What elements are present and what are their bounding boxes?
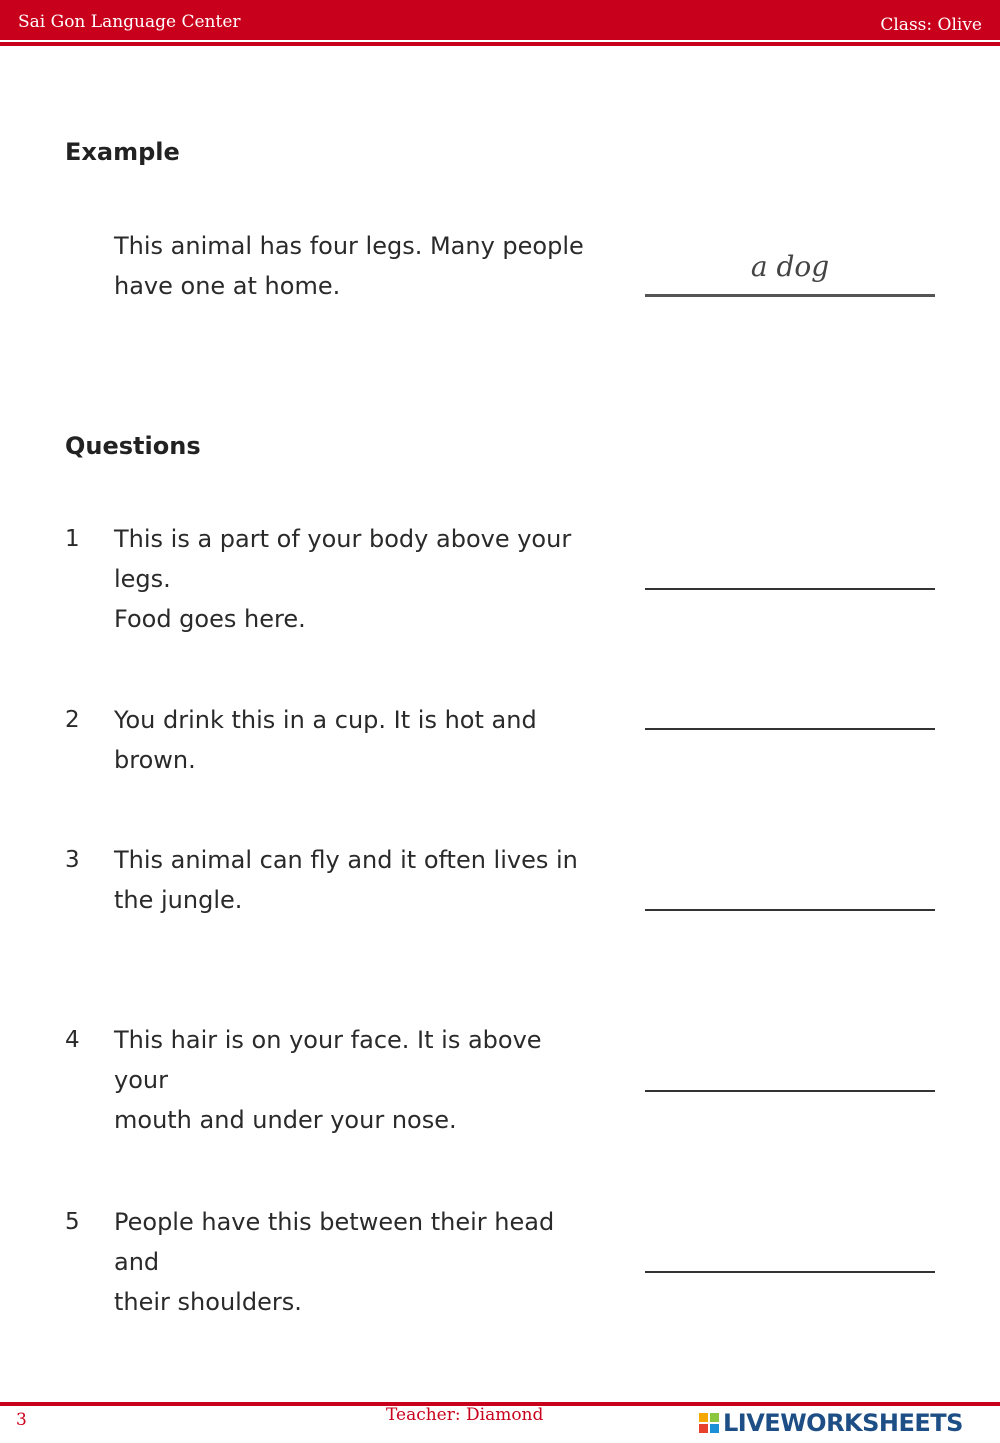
page-number: 3 [16,1410,27,1430]
answer-line-4[interactable] [645,1090,935,1092]
question-1-line1: This is a part of your body above your legs. [114,525,572,593]
example-text-line1: This animal has four legs. Many people [114,232,584,260]
question-5-line2: their shoulders. [114,1288,302,1316]
question-number-5: 5 [65,1209,80,1235]
page-header [0,0,1000,40]
question-text-1 [114,519,594,639]
block-1 [698,1412,709,1423]
question-number-2: 2 [65,707,80,733]
answer-line-5[interactable] [645,1271,935,1273]
center-name: Sai Gon Language Center [18,12,241,32]
question-4-line2: mouth and under your nose. [114,1106,457,1134]
liveworksheets-logo[interactable] [698,1408,963,1438]
question-text-2 [114,700,594,780]
liveworksheets-blocks-icon [698,1412,720,1434]
question-text-3 [114,840,594,920]
header-rule [0,42,1000,46]
example-text-line2: have one at home. [114,272,341,300]
example-text [114,226,594,306]
answer-line-2[interactable] [645,728,935,730]
answer-line-1[interactable] [645,588,935,590]
example-title: Example [65,138,180,166]
question-number-3: 3 [65,847,80,873]
question-number-1: 1 [65,526,80,552]
answer-line-3[interactable] [645,909,935,911]
block-4 [709,1423,720,1434]
class-label: Class: Olive [880,15,982,35]
question-5-line1: People have this between their head and [114,1208,555,1276]
question-text-5 [114,1202,594,1322]
question-3-line2: the jungle. [114,886,243,914]
example-answer-line [645,294,935,297]
block-3 [698,1423,709,1434]
questions-title: Questions [65,432,201,460]
question-1-line2: Food goes here. [114,605,306,633]
question-2-line1: You drink this in a cup. It is hot and brown. [114,706,537,774]
question-4-line1: This hair is on your face. It is above your [114,1026,542,1094]
teacher-name: Teacher: Diamond [386,1405,544,1425]
brand-text: LIVEWORKSHEETS [723,1409,963,1437]
question-number-4: 4 [65,1027,80,1053]
question-3-line1: This animal can fly and it often lives in [114,846,578,874]
question-text-4 [114,1020,594,1140]
block-2 [709,1412,720,1423]
example-answer: a dog [750,250,830,283]
